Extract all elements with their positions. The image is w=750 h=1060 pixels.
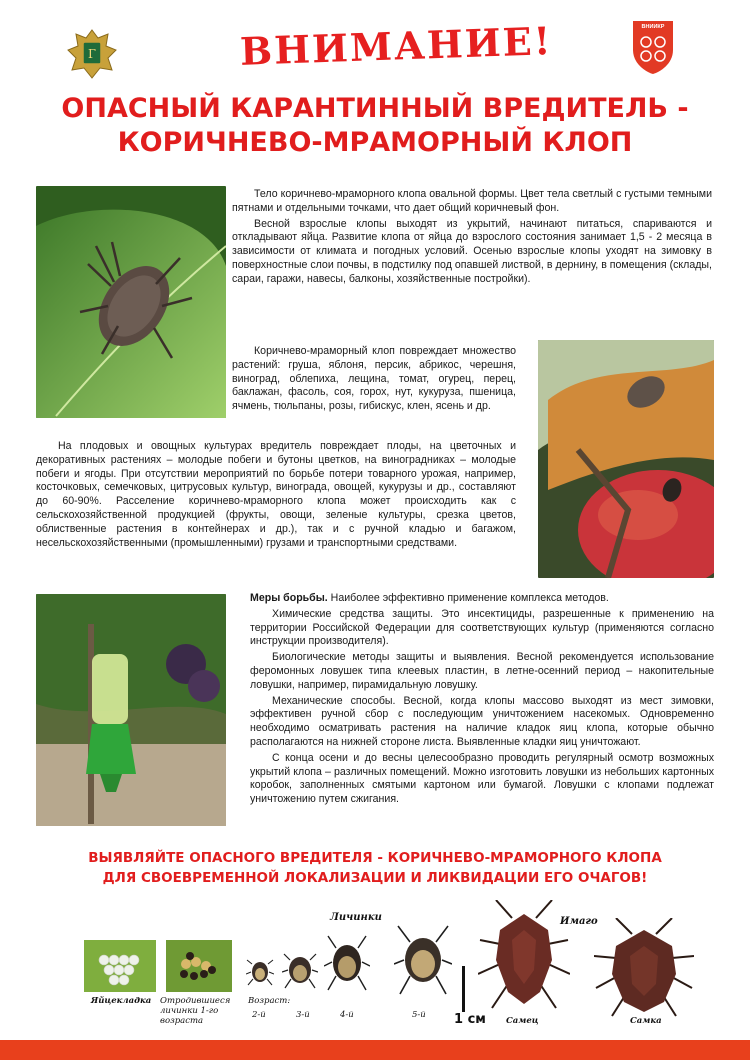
description-p2: Весной взрослые клопы выходят из укрытий, начинают питаться, спариваются и откладывают яйца. Развитие клопа от яйца до взрослого состояния занимает 1,5 - 2 месяца в зависимости от климата и погодных условий. Осенью взрослые клопы уходят на зимовку в поверхностные слои почвы, в подстилку под опавшей листвой, в дернину, в помещения (склады, сараи, гаражи, навесы, балконы, хозяйственные постройки).: [232, 217, 712, 285]
bug-on-fruit-photo: [538, 340, 714, 578]
imago-label: Имаго: [560, 916, 598, 927]
nymph-5th-instar-icon: [394, 920, 452, 996]
egg-mass-photo: [84, 940, 156, 992]
title-line-1: ОПАСНЫЙ КАРАНТИННЫЙ ВРЕДИТЕЛЬ -: [61, 93, 689, 124]
title-line-2: КОРИЧНЕВО-МРАМОРНЫЙ КЛОП: [117, 127, 633, 158]
page-title: [20, 92, 730, 160]
host-plants-text: [232, 345, 516, 416]
control-lead-rest: Наиболее эффективно применение комплекса методов.: [327, 592, 609, 604]
control-autumn: С конца осени и до весны целесообразно проводить регулярный осмотр возможных укрытий клопа – различных помещений. Можно изготовить ловушки из небольших картонных коробок, заполненных смятыми картоном или бумагой. Ловушки с клопами подлежат уничтожению путем сжигания.: [250, 751, 714, 806]
call-to-action: [10, 848, 740, 888]
cta-line-1: ВЫЯВЛЯЙТЕ ОПАСНОГО ВРЕДИТЕЛЯ - КОРИЧНЕВО-МРАМОРНОГО КЛОПА: [88, 850, 662, 866]
control-chemical: Химические средства защиты. Это инсектициды, разрешенные к применению на территории Российской Федерации для соответствующих культур (применяются согласно инструкции производителя).: [250, 607, 714, 648]
age-4-caption: 4-й: [340, 1010, 354, 1020]
hatched-larvae-photo: [166, 940, 232, 992]
scale-label: 1 см: [454, 1012, 486, 1027]
age-3-caption: 3-й: [296, 1010, 310, 1020]
attention-stamp: ВНИМАНИЕ!: [239, 17, 554, 74]
larvae-label: Личинки: [330, 912, 382, 923]
age-2-caption: 2-й: [252, 1010, 266, 1020]
vniikr-logo: [630, 18, 676, 76]
age-5-caption: 5-й: [412, 1010, 426, 1020]
hatched-caption: Отродившиеся личинки 1-го возраста: [160, 996, 231, 1026]
bottom-bar: [0, 1040, 750, 1060]
control-lead: [250, 592, 714, 606]
bug-on-leaf-photo: [36, 186, 226, 418]
damage-text: [36, 440, 516, 552]
control-lead-bold: Меры борьбы.: [250, 592, 328, 604]
host-plants-p1: Коричнево-мраморный клоп повреждает множество растений: груша, яблоня, персик, абрикос, черешня, виноград, облепиха, лещина, томат, огурец, перец, баклажан, фасоль, соя, горох, нут, кукуруза, пшеница, ячмень, тюльпаны, розы, гибискус, клен, ясень и др.: [232, 345, 516, 413]
trap-photo: [36, 594, 226, 826]
female-caption: Самка: [630, 1016, 662, 1026]
description-p1: Тело коричнево-мраморного клопа овальной формы. Цвет тела светлый с густыми темными пятнами и отдельными точками, что дает общий коричневый фон.: [232, 188, 712, 214]
male-caption: Самец: [506, 1016, 539, 1026]
eggs-caption: Яйцекладка: [90, 996, 152, 1006]
control-biological: Биологические методы защиты и выявления. Весной рекомендуется использование феромонных ловушек типа клеевых пластин, в летне-осенний период – накопительные ловушки, например, пирамидальную ловушку.: [250, 651, 714, 691]
nymph-4th-instar-icon: [324, 930, 370, 992]
coat-of-arms-emblem-icon: [64, 24, 120, 82]
cta-line-2: ДЛЯ СВОЕВРЕМЕННОЙ ЛОКАЛИЗАЦИИ И ЛИКВИДАЦИИ ЕГО ОЧАГОВ!: [102, 870, 648, 886]
nymph-3rd-instar-icon: [282, 946, 318, 990]
description-text: [232, 188, 712, 289]
svg-text:Г: Г: [88, 47, 96, 61]
adult-female-icon: [594, 918, 694, 1018]
control-mechanical: Механические способы. Весной, когда клопы массово выходят из мест зимовки, эффективен ручной сбор с последующим уничтожением насекомых. Одновременно необходимо осматривать растения на наличие кладок яиц клопа, которые обычно располагаются на нижней стороне листа. Выявленные кладки яиц уничтожают.: [250, 694, 714, 748]
damage-p2: На плодовых и овощных культурах вредитель повреждает плоды, на цветочных и декоративных растениях – молодые побеги и бутоны цветков, на виноградниках – молодые побеги и ягоды. При отсутствии мероприятий по борьбе потери товарного урожая, например, косточковых, семечковых, цитрусовых культур, винограда, овощей, кукурузы и др., составляют до 60-90%. Расселение коричнево-мраморного клопа может происходить как с сельскохозяйственной продукцией (фрукты, овощи, зеленые культуры, срезка цветов, облиственные растения в контейнерах и др.), так и с ручной кладью и багажом, несельскохозяйственными (промышленными) грузами и транспортными средствами.: [36, 440, 516, 549]
scale-bar: [462, 966, 465, 1012]
ages-caption: Возраст:: [248, 996, 291, 1006]
logo-text: ВНИИКР: [641, 24, 665, 30]
nymph-2nd-instar-icon: [246, 952, 274, 988]
adult-male-icon: [478, 900, 570, 1012]
control-measures-text: [250, 592, 714, 809]
